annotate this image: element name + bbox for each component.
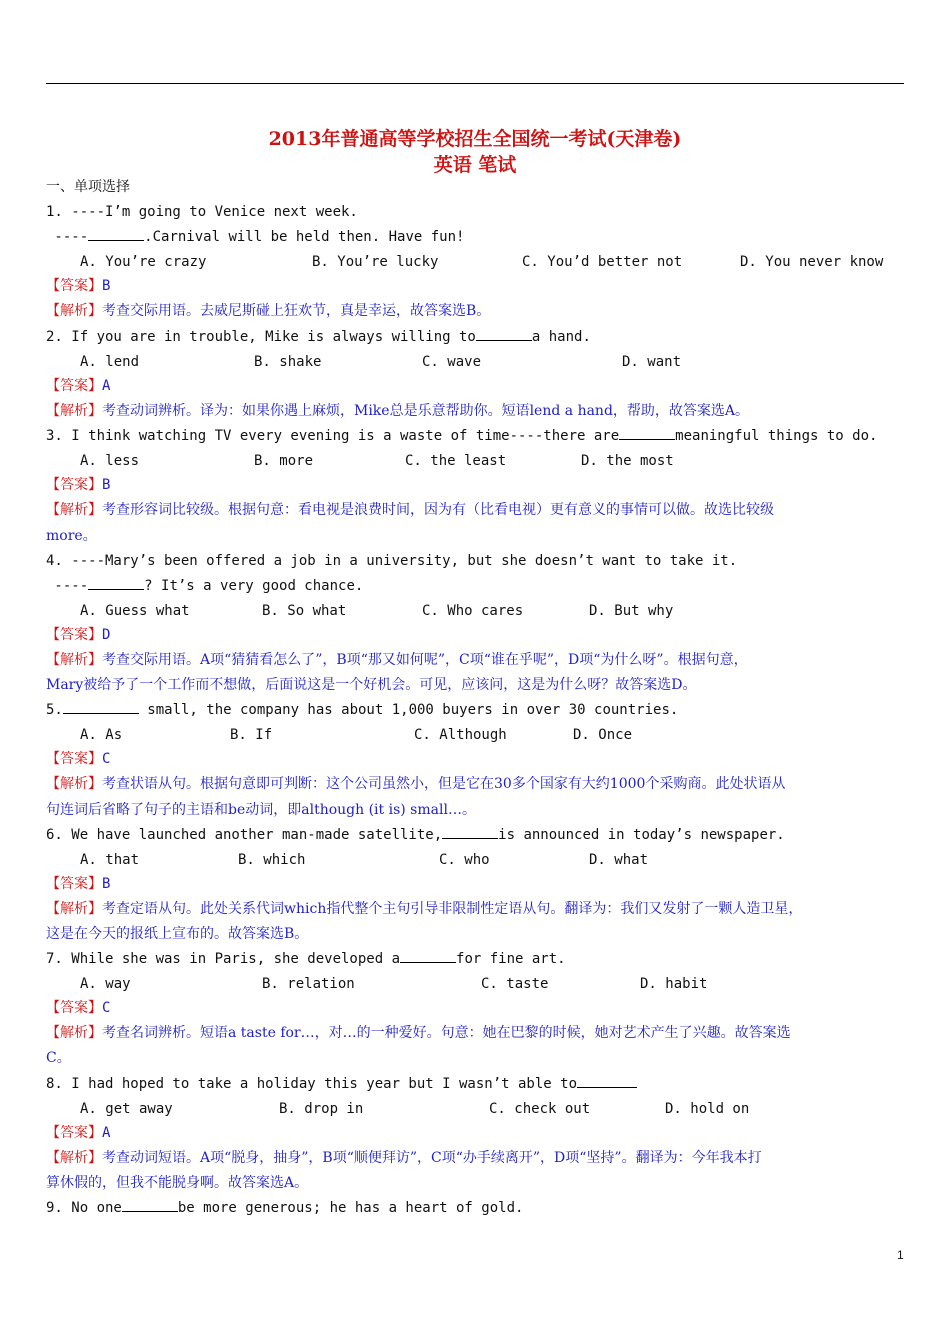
q5-option-d: D. Once [573, 727, 633, 743]
q4-option-d: D. But why [589, 603, 674, 619]
q7-analysis: 【解析】考查名词辨析。短语a taste for…，对…的一种爱好。句意：她在巴黎的时候，她对艺术产生了兴趣。故答案选 [46, 1025, 791, 1041]
q1-option-d: D. You never know [740, 254, 884, 270]
q2-option-c: C. wave [422, 354, 482, 370]
q4-analysis: 【解析】考查交际用语。A项“猜猜看怎么了”，B项“那又如何呢”，C项“谁在乎呢”，D项“为什么呀”。根据句意， [46, 652, 748, 668]
q8-option-d: D. hold on [665, 1101, 750, 1117]
q1-option-b: B. You’re lucky [312, 254, 439, 270]
q3-option-a: A. less [80, 453, 140, 469]
q4-option-b: B. So what [262, 603, 347, 619]
q8-analysis: 【解析】考查动词短语。A项“脱身，抽身”，B项“顺便拜访”，C项“办手续离开”，D项“坚持”。翻译为：今年我本打 [46, 1150, 762, 1166]
q6-option-c: C. who [439, 852, 490, 868]
q7-analysis-2: C。 [46, 1050, 71, 1066]
answer-blank [88, 577, 144, 590]
q1-stem: 1. ----I’m going to Venice next week. [46, 204, 358, 220]
q7-option-b: B. relation [262, 976, 355, 992]
page-number: 1 [897, 1248, 904, 1262]
q3-answer: 【答案】B [46, 477, 111, 493]
q7-stem: 7. While she was in Paris, she developed a for fine art. [46, 951, 566, 967]
q5-analysis: 【解析】考查状语从句。根据句意即可判断：这个公司虽然小，但是它在30多个国家有大约1000个采购商。此处状语从 [46, 776, 786, 792]
header-rule [46, 83, 904, 84]
answer-blank [577, 1075, 637, 1088]
q5-answer: 【答案】C [46, 751, 111, 767]
q2-answer: 【答案】A [46, 378, 111, 394]
q6-option-b: B. which [238, 852, 306, 868]
q4-stem-2: ---- ? It’s a very good chance. [46, 578, 364, 594]
q1-option-a: A. You’re crazy [80, 254, 207, 270]
q7-option-c: C. taste [481, 976, 549, 992]
q6-analysis: 【解析】考查定语从句。此处关系代词which指代整个主句引导非限制性定语从句。翻译为：我们又发射了一颗人造卫星， [46, 901, 803, 917]
q3-option-c: C. the least [405, 453, 507, 469]
q7-option-a: A. way [80, 976, 131, 992]
q2-option-d: D. want [622, 354, 682, 370]
q3-option-d: D. the most [581, 453, 674, 469]
exam-title: 2013年普通高等学校招生全国统一考试(天津卷) [268, 128, 682, 150]
answer-blank [619, 427, 675, 440]
answer-blank [400, 950, 456, 963]
q7-answer: 【答案】C [46, 1000, 111, 1016]
q6-analysis-2: 这是在今天的报纸上宣布的。故答案选B。 [46, 926, 309, 942]
q4-answer: 【答案】D [46, 627, 111, 643]
q7-option-d: D. habit [640, 976, 708, 992]
q2-analysis: 【解析】考查动词辨析。译为：如果你遇上麻烦，Mike总是乐意帮助你。短语lend a hand，帮助，故答案选A。 [46, 403, 750, 419]
q6-option-a: A. that [80, 852, 140, 868]
q3-analysis: 【解析】考查形容词比较级。根据句意：看电视是浪费时间，因为有（比看电视）更有意义的事情可以做。故选比较级 [46, 502, 774, 518]
q6-answer: 【答案】B [46, 876, 111, 892]
q9-stem: 9. No one be more generous; he has a heart of gold. [46, 1200, 524, 1216]
q5-option-c: C. Although [414, 727, 507, 743]
answer-blank [476, 328, 532, 341]
q8-answer: 【答案】A [46, 1125, 111, 1141]
q3-stem: 3. I think watching TV every evening is a waste of time----there are meaningful things to do. [46, 428, 878, 444]
q4-option-c: C. Who cares [422, 603, 524, 619]
q5-option-a: A. As [80, 727, 123, 743]
q4-stem: 4. ----Mary’s been offered a job in a university, but she doesn’t want to take it. [46, 553, 738, 569]
q2-stem: 2. If you are in trouble, Mike is always willing to a hand. [46, 329, 591, 345]
q8-analysis-2: 算休假的，但我不能脱身啊。故答案选A。 [46, 1175, 309, 1191]
q8-stem: 8. I had hoped to take a holiday this year but I wasn’t able to [46, 1075, 637, 1093]
exam-subtitle: 英语 笔试 [433, 154, 517, 176]
q1-stem-2: ---- .Carnival will be held then. Have fun! [46, 229, 465, 245]
q1-analysis: 【解析】考查交际用语。去威尼斯碰上狂欢节，真是幸运，故答案选B。 [46, 303, 491, 319]
answer-blank [442, 826, 498, 839]
answer-blank [63, 701, 139, 714]
q1-answer: 【答案】B [46, 278, 111, 294]
q3-option-b: B. more [254, 453, 314, 469]
q3-analysis-2: more。 [46, 528, 97, 544]
section-heading: 一、单项选择 [46, 179, 130, 195]
q1-option-c: C. You’d better not [522, 254, 683, 270]
q5-analysis-2: 句连词后省略了句子的主语和be动词，即although (it is) small…。 [46, 802, 476, 818]
answer-blank [122, 1199, 178, 1212]
q2-option-a: A. lend [80, 354, 140, 370]
q6-stem: 6. We have launched another man-made satellite, is announced in today’s newspaper. [46, 827, 785, 843]
q4-option-a: A. Guess what [80, 603, 190, 619]
q5-stem: 5. small, the company has about 1,000 buyers in over 30 countries. [46, 702, 679, 718]
q8-option-c: C. check out [489, 1101, 591, 1117]
q2-option-b: B. shake [254, 354, 322, 370]
q8-option-a: A. get away [80, 1101, 173, 1117]
answer-blank [88, 228, 144, 241]
q8-option-b: B. drop in [279, 1101, 364, 1117]
q5-option-b: B. If [230, 727, 273, 743]
q4-analysis-2: Mary被给予了一个工作而不想做，后面说这是一个好机会。可见，应该问，这是为什么呀？故答案选D。 [46, 677, 697, 693]
q6-option-d: D. what [589, 852, 649, 868]
